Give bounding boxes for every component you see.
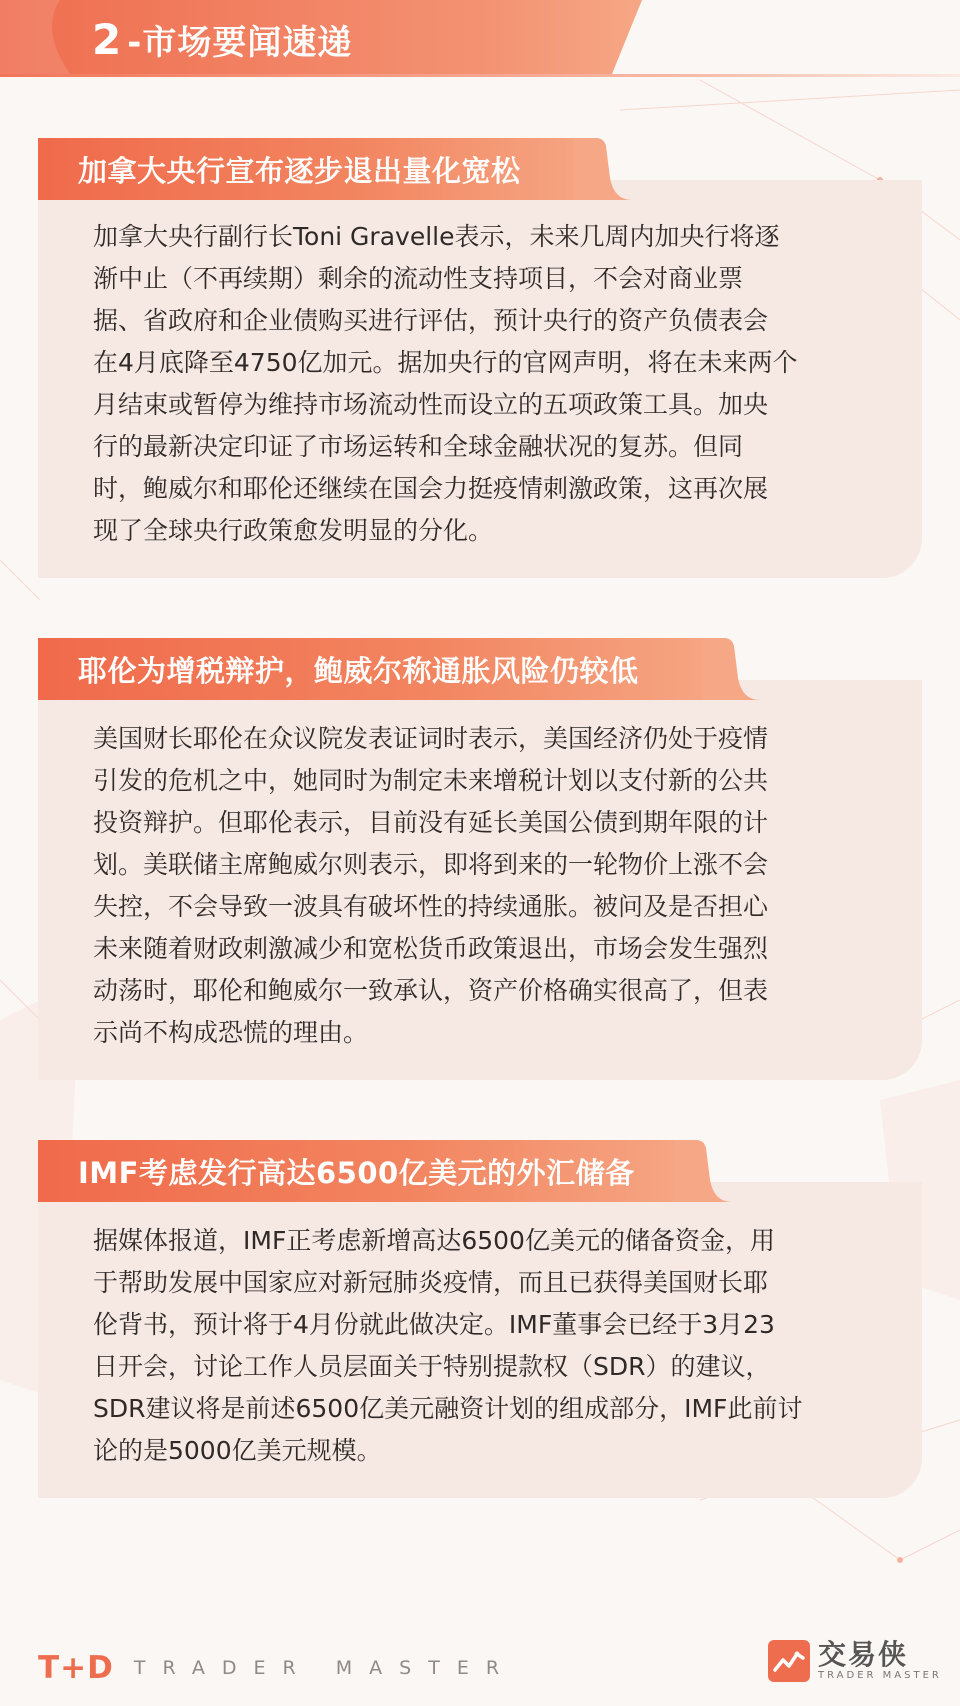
news-card-title — [38, 1140, 698, 1202]
news-title-text: IMF考虑发行高达6500亿美元的外汇储备 — [78, 1155, 635, 1190]
news-title-text: 加拿大央行宣布逐步退出量化宽松 — [78, 153, 521, 188]
td-logo — [38, 1650, 516, 1686]
header-underline — [0, 74, 960, 77]
brand-chart-icon — [768, 1640, 810, 1682]
news-card-1 — [38, 138, 922, 578]
news-card-text: 美国财长耶伦在众议院发表证词时表示，美国经济仍处于疫情 引发的危机之中，她同时为制定未来增税计划以支付新的公共 投资辩护。但耶伦表示，目前没有延长美国公债到期年限的计 划。美联储主席鲍威尔则表示，即将到来的一轮物价上涨不会 失控，不会导致一波具有破坏性的持续通胀。被问及是否担心 未来随着财政刺激减少和宽松货币政策退出，市场会发生强烈 动荡时，耶伦和鲍威尔一致承认，资产价格确实很高了，但表 示尚不构成恐慌的理由。 — [93, 724, 769, 1047]
td-tagline: TRADER MASTER — [133, 1657, 517, 1679]
news-card-text: 据媒体报道，IMF正考虑新增高达6500亿美元的储备资金，用 于帮助发展中国家应对新冠肺炎疫情，而且已获得美国财长耶 伦背书，预计将于4月份就此做决定。IMF董事会已经于3月23 日开会，讨论工作人员层面关于特别提款权（SDR）的建议， SDR建议将是前述6500亿美元融资计划的组成部分，IMF此前讨 论的是5000亿美元规模。 — [93, 1226, 803, 1465]
section-title — [92, 14, 352, 64]
news-card-title — [38, 638, 726, 700]
news-card-text: 加拿大央行副行长Toni Gravelle表示，未来几周内加央行将逐 渐中止（不再续期）剩余的流动性支持项目，不会对商业票 据、省政府和企业债购买进行评估，预计央行的资产负债表会 在4月底降至4750亿加元。据加央行的官网声明，将在未来两个 月结束或暂停为维持市场流动性而设立的五项政策工具。加央 行的最新决定印证了市场运转和全球金融状况的复苏。但同 时，鲍威尔和耶伦还继续在国会力挺疫情刺激政策，这再次展 现了全球央行政策愈发明显的分化。 — [93, 222, 798, 545]
section-title-text: -市场要闻速递 — [127, 22, 353, 63]
brand-name-cn: 交易侠 — [818, 1638, 909, 1671]
section-header — [0, 0, 960, 78]
news-title-text: 耶伦为增税辩护，鲍威尔称通胀风险仍较低 — [78, 653, 639, 688]
news-card-2 — [38, 638, 922, 1080]
brand-name-en: TRADER MASTER — [818, 1670, 942, 1681]
td-mark: T+D — [38, 1650, 114, 1686]
news-card-title — [38, 138, 598, 200]
brand-logo — [768, 1640, 942, 1682]
news-card-3 — [38, 1140, 922, 1498]
section-number: 2 — [92, 14, 122, 64]
